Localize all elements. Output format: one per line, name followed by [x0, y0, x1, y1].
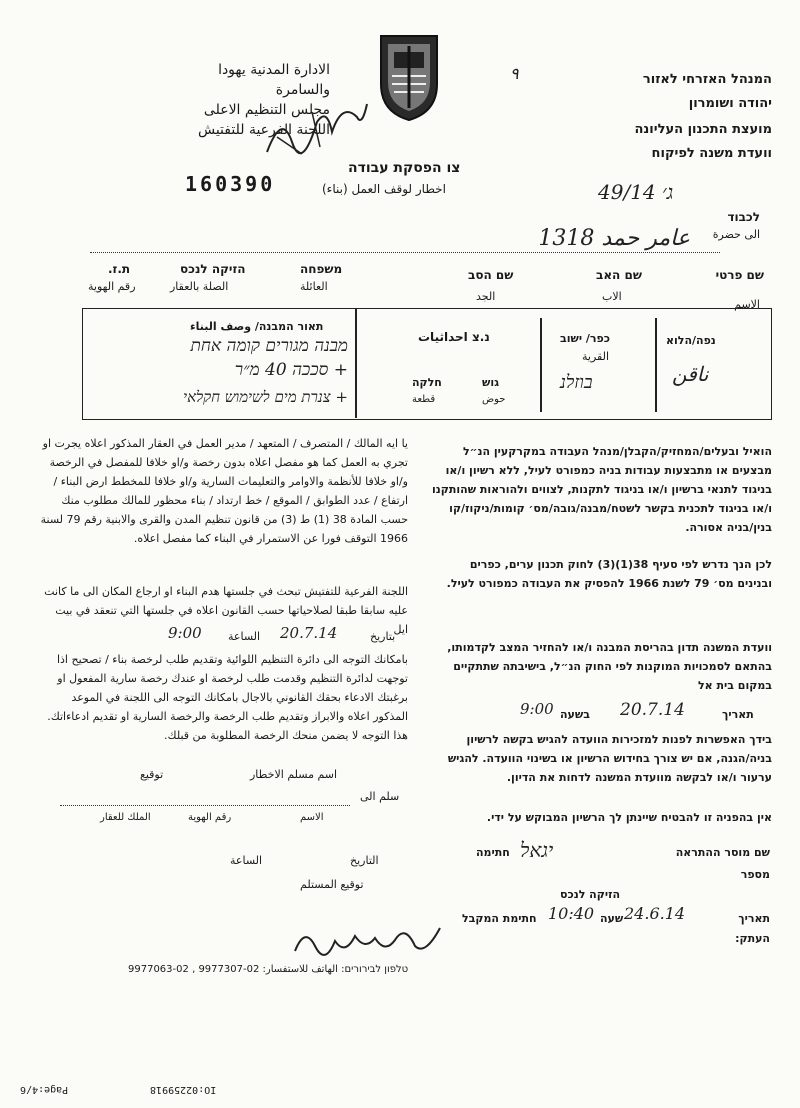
label-father-ar: الاب: [602, 290, 622, 303]
ar-date-value: 20.7.14: [280, 624, 338, 642]
fax-page: Page:4/6: [20, 1084, 69, 1095]
label-relation-ar: الصلة بالعقار: [170, 280, 229, 293]
label-id-ar: رقم الهوية: [88, 280, 136, 293]
coords-label: נ.צ احداثيات: [418, 330, 490, 344]
desc-line-3: + צנרת מים לשימוש חקלאי: [183, 388, 348, 406]
label-family: משפחה: [300, 262, 343, 276]
ar-col-name: الاسم: [300, 812, 324, 823]
parcel-label-ar: قطعة: [412, 394, 436, 405]
parcel-label: חלקה: [412, 376, 442, 389]
he-copy-label: העתק:: [735, 932, 770, 945]
he-date-value: 20.7.14: [620, 700, 685, 720]
label-father: שם האב: [596, 268, 642, 282]
he-delivered-time-label: שעה: [600, 912, 624, 925]
ar-time-value: 9:00: [168, 624, 202, 642]
label-family-ar: العائلة: [300, 280, 328, 293]
ar-paragraph-3: بامكانك التوجه الى دائرة التنظيم اللوائية وتقديم طلب لرخصة بناء / تصحيح اذا توجهت لدائرة التنظيم وقدمت طلب لرخصة او عندك رخصة سارية المفعول او برغبتك الادعاء بحقك القانوني بالاجال بامكانك التوجه الى اللجنة في الموعد المذكور اعلاه والابراز وتقديم طلب الرخصة والرخصة السارية او تقديم ادعاءاتك. هذا التوجه لا يضمن منحك الرخصة المطلوبة من قبلك.: [47, 653, 408, 742]
box-divider-3: [355, 308, 357, 418]
label-first-name: שם פרטי: [715, 268, 764, 282]
recipient-handwritten: عامر حمد 1318: [538, 226, 690, 251]
header-he-line-1: המנהל האזרחי לאזור: [642, 72, 772, 87]
ar-sig-label: توقيع: [140, 768, 164, 781]
he-paragraph-4: בידך האפשרות לפנות למזכירות הוועדה להגיש בקשה לרשיון בניה/הגנה, אם יש צורך בחידוש הרשיון או בשינוי הוועדה. להגיש ערעור ו/או לבקשה מוועדת המשנה לדחות את הדיון.: [447, 733, 772, 784]
ar-date-label: بتاريخ: [370, 630, 396, 643]
label-relation: הזיקה לנכס: [180, 262, 246, 276]
ar-delivered-line: [60, 805, 350, 806]
header-ar-line-3: مجلس التنظيم الاعلى: [203, 102, 330, 118]
ar-col-owner: الملك للعقار: [100, 812, 151, 823]
title-ar: اخطار لوقف العمل (بناء): [322, 182, 446, 196]
he-paragraph-2: לכן הנך נדרש לפי סעיף 38(1)(3) לחוק תכנון ערים, כפרים ובנינים מס׳ 79 לשנת 1966 להפסיק את העבודה כמפורט לעיל.: [446, 558, 772, 590]
he-present-label: הזיקה לנכס: [560, 888, 621, 901]
district-label: נפה/הלוא: [666, 334, 716, 347]
footer-phones: טלפון לבירורים: الهاتف للاستفسار: 02-9977307 , 02-9977063: [128, 964, 409, 975]
he-date-label: תאריך: [722, 708, 754, 721]
he-time-value: 9:00: [520, 700, 554, 718]
emblem-icon: [378, 32, 440, 122]
he-server-label: שם מוסר ההתראה: [675, 846, 770, 859]
desc-label: תאור המבנה/ وصف البناء: [190, 320, 324, 333]
he-paragraph-1: הואיל ובעלים/המחזיק/הקבלן/מנהל העבודה במקרקעין הנ״ל מבצעים או מתבצעות עבודות בניה כמפורט לעיל, ללא רשיון ו/או בניגוד לתנאי ברשיון ו/או בניגוד לתקנות, לצווים ולהוראות שהותקנו ו/או בניגוד לתכנית בקשר לשטח/מבנה/גובה/מס׳ קומות/ניקוז/קו בנין/בניה אסורה.: [432, 445, 772, 534]
header-he-line-4: וועדת משנה לפיקוח: [651, 146, 772, 161]
desc-line-1: מבנה מגורים קומה אחת: [190, 336, 348, 356]
ar-time2: الساعة: [230, 854, 263, 867]
ar-paragraph-1: يا ايه المالك / المتصرف / المتعهد / مدير العمل في العقار المذكور اعلاه يجرت او تجري به العمل كما هو مفصل اعلاه بدون رخصة و/او خلافا للمفصل في الرخصة و/او خلافا للأنظمة والاوامر والتعليمات السارية و/او خلافا للمخطط ارض البناء / ارتفاع / عدد الطوابق / الموقع / خط ارتداد / بناء محظور للمالك مطلوب منك حسب المادة 38 (1) ط (3) من قانون تنظيم المدن والقرى والابنية رقم 79 لسنة 1966 التوقف فورا عن الاستمرار في البناء كما مفصل اعلاه.: [40, 437, 408, 545]
header-he-line-3: מועצת התכנון העליונה: [634, 122, 772, 137]
recipient-line: [90, 252, 720, 253]
gush-label: גוש: [482, 376, 500, 389]
he-delivered-date: 24.6.14: [624, 904, 686, 923]
fax-id: IO:02259918: [150, 1084, 217, 1095]
he-time-label: בשעה: [560, 708, 590, 721]
gush-label-ar: حوض: [482, 394, 506, 405]
header-he-line-2: יהודה ושומרון: [688, 96, 772, 111]
village-value: בוזלנ: [560, 372, 593, 393]
village-label: כפר/ ישוב: [560, 332, 610, 345]
he-id-label: מספר: [740, 868, 770, 881]
he-server-value: יגאל: [520, 838, 554, 862]
order-number: 160390: [185, 172, 276, 196]
he-delivered-date-label: תאריך: [738, 912, 770, 925]
he-signature-label: חתימה: [476, 846, 510, 859]
village-label-ar: القرية: [582, 350, 610, 363]
label-grandfather-ar: الجد: [476, 290, 496, 303]
he-paragraph-3: וועדת המשנה תדון בהריסת המבנה ו/או להחזיר המצב לקדמותו, בהתאם לסמכויות המוקנות לפי החוק הנ״ל, בישיבתה שתתקיים במקום בית אל: [447, 641, 772, 692]
desc-line-2: + סככה 40 מ״ר: [234, 360, 348, 380]
handwritten-signature: [262, 92, 372, 162]
box-divider-1: [655, 318, 657, 412]
label-id: ת.ז.: [108, 262, 131, 276]
ref-number: ג׳ 49/14: [598, 180, 674, 204]
header-ar-line-4: اللجنة الفرعية للتفتيش: [197, 122, 330, 138]
he-delivered-time: 10:40: [548, 904, 595, 923]
he-receiver-sig-label: חתימת המקבל: [462, 912, 537, 925]
header-mark: ٩: [510, 64, 519, 83]
box-divider-2: [540, 318, 542, 412]
receiver-signature: [290, 916, 450, 966]
ar-time-label: الساعة: [228, 630, 261, 643]
header-ar-line-1: الادارة المدنية يهودا: [218, 62, 330, 78]
ar-delivered-to: سلم الى: [360, 790, 400, 803]
district-value: ناقن: [672, 362, 709, 386]
to-ar: الى حضرة: [712, 228, 760, 241]
ar-date2: التاريخ: [350, 854, 379, 867]
ar-server-label: اسم مسلم الاخطار: [250, 768, 338, 781]
ar-paragraph-2: اللجنة الفرعية للتفتيش تبحث في جلستها هدم البناء او ارجاع المكان الى ما كانت عليه سابقا طبقا لصلاحياتها حسب القانون اعلاه في جلستها التي تنعقد في بيت ايل: [44, 585, 408, 636]
label-grandfather: שם הסב: [468, 268, 514, 282]
title-he: צו הפסקת עבודה: [348, 160, 461, 176]
ar-receiver-sig: توقيع المستلم: [300, 878, 364, 891]
header-ar-line-2: والسامرة: [275, 82, 330, 98]
he-paragraph-5: אין בהפניה זו להבטיח שיינתן לך הרשיון המבוקש על ידי.: [486, 811, 772, 824]
to-he: לכבוד: [727, 210, 760, 224]
label-first-name-ar: الاسم: [734, 298, 760, 311]
ar-col-id: رقم الهوية: [188, 812, 232, 823]
